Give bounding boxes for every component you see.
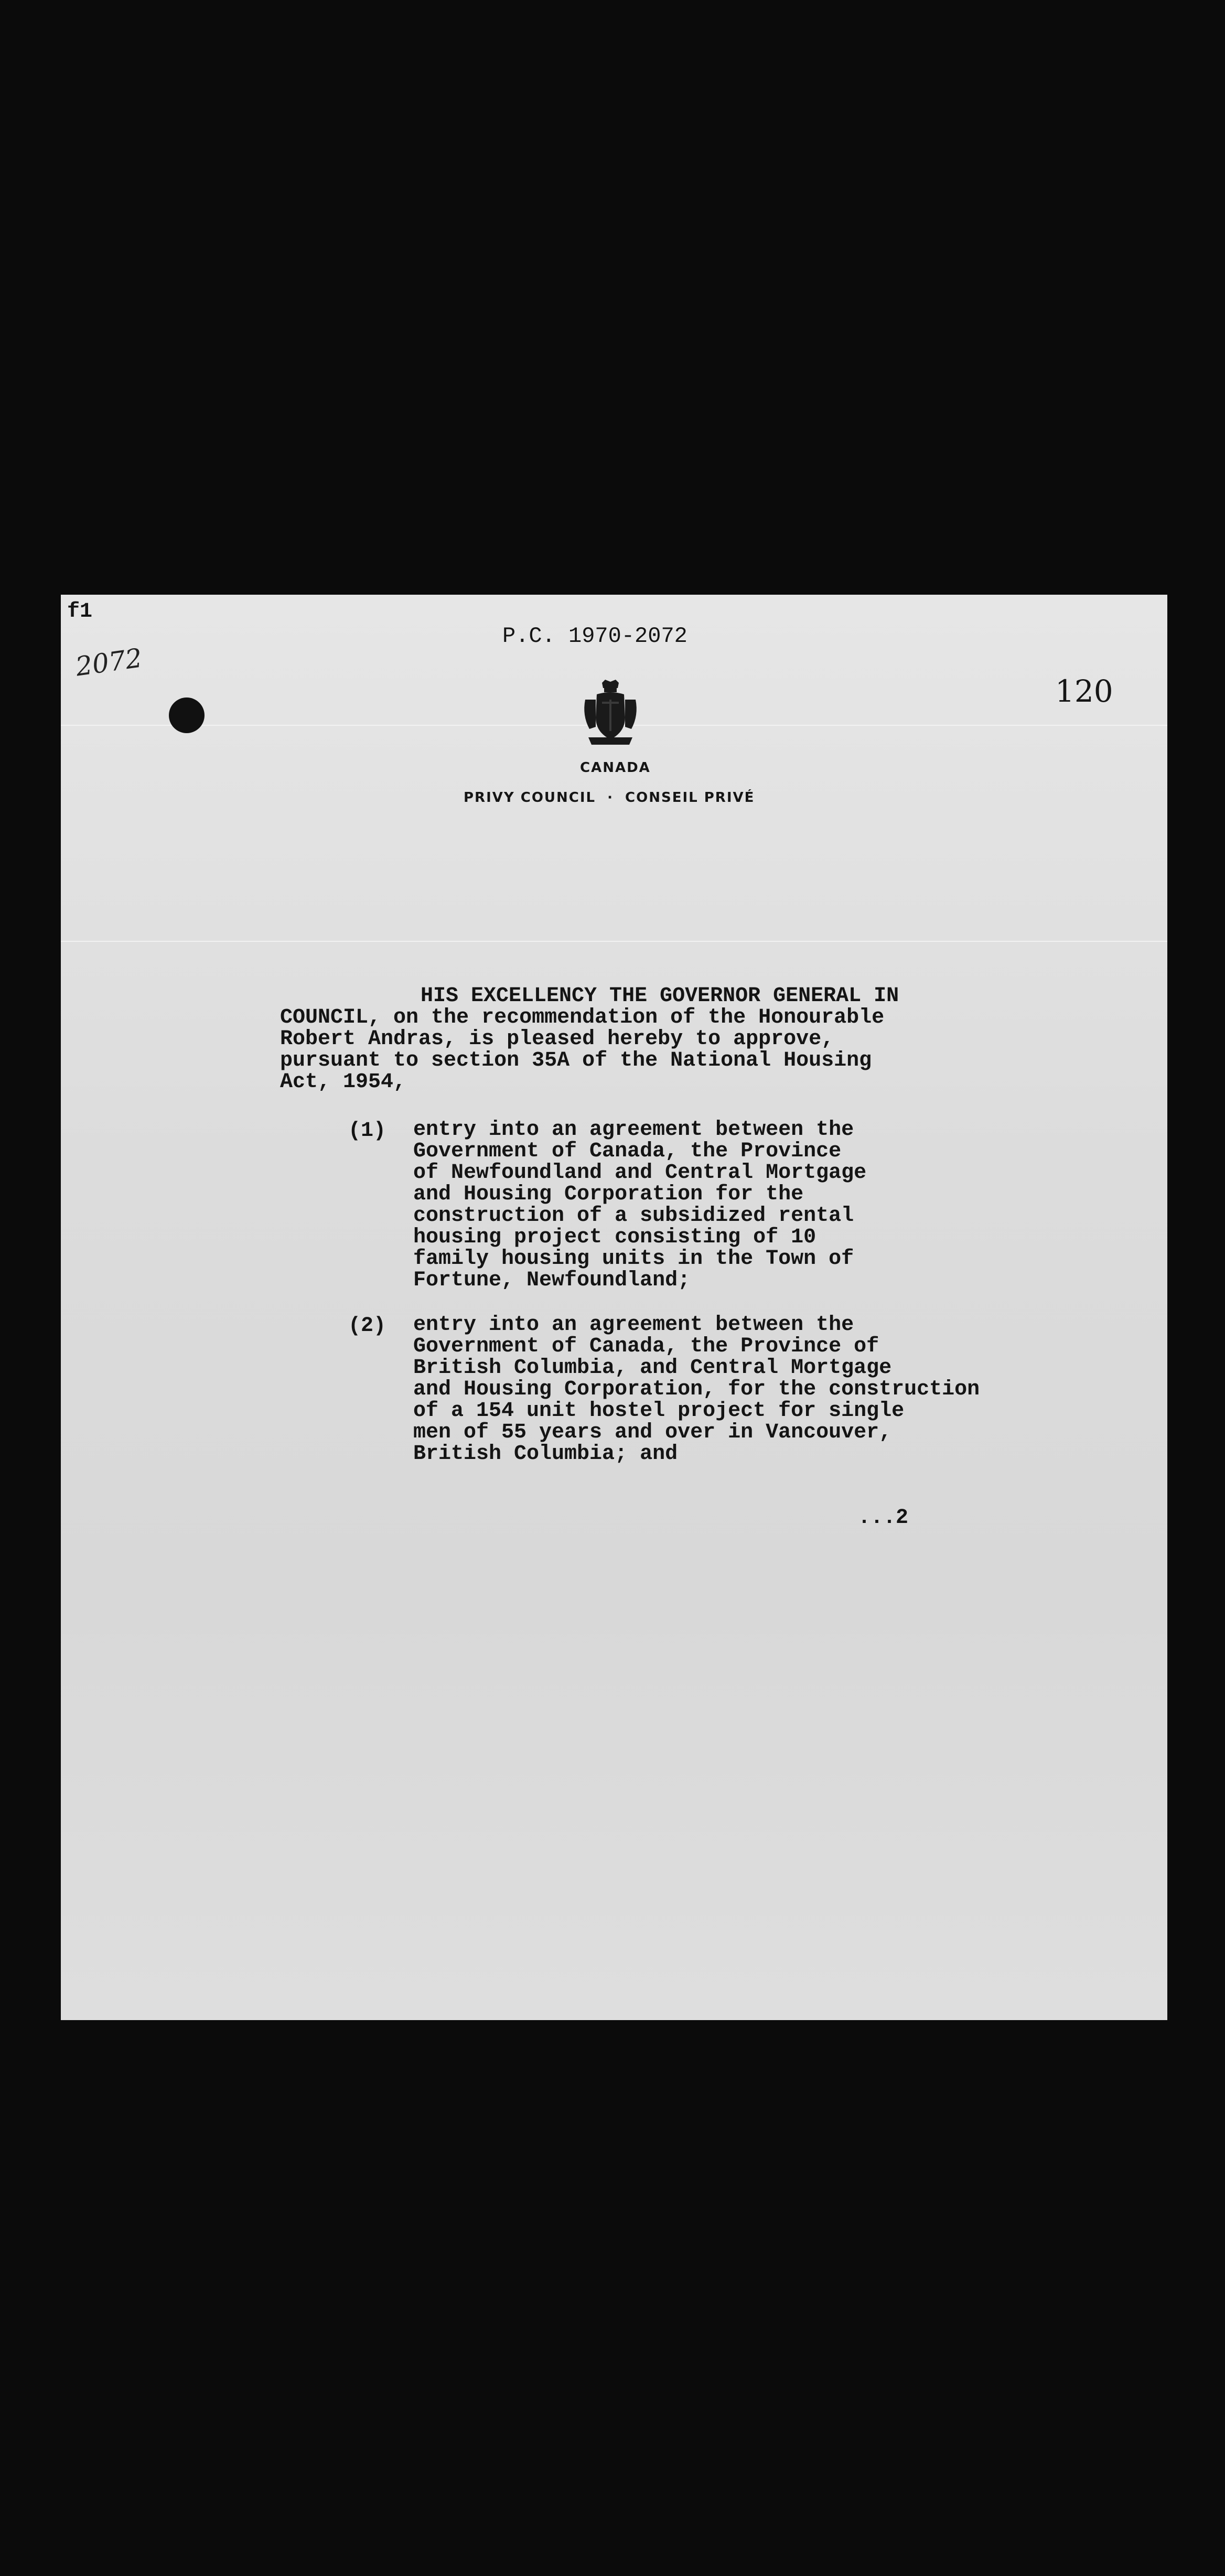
intro-paragraph: COUNCIL, on the recommendation of the Honourable Robert Andras, is pleased hereby to approve, pursuant to section 35A of the National Housing Act, 1954, <box>280 1006 885 1094</box>
item-number: (1) <box>348 1119 386 1143</box>
coat-of-arms-icon <box>581 679 640 747</box>
handwritten-number: 2072 <box>73 642 144 682</box>
intro-first-line: HIS EXCELLENCY THE GOVERNOR GENERAL IN <box>421 984 899 1008</box>
punch-hole <box>169 697 205 733</box>
page-number: 120 <box>1055 673 1113 709</box>
council-english: PRIVY COUNCIL <box>464 790 596 806</box>
caption-separator: · <box>607 790 614 806</box>
document-page <box>61 595 1167 2020</box>
bleed-through-mark <box>386 1491 416 1571</box>
item-text: entry into an agreement between the Government of Canada, the Province of British Columbia, and Central Mortgage and Housing Corporation, for the construction of a 154 unit hostel project for single men of 55 years and over in Vancouver, British Columbia; and <box>413 1313 980 1466</box>
fold-line <box>61 941 1167 942</box>
country-caption: CANADA <box>580 760 651 776</box>
council-caption <box>464 790 755 806</box>
item-number: (2) <box>348 1314 386 1338</box>
continued-marker: ...2 <box>858 1506 909 1530</box>
item-text: entry into an agreement between the Government of Canada, the Province of Newfoundland and Central Mortgage and Housing Corporation for the construction of a subsidized rental housing project consisting of 10 family housing units in the Town of Fortune, Newfoundland; <box>413 1118 867 1292</box>
frame-number: f1 <box>67 600 93 624</box>
order-number: P.C. 1970-2072 <box>502 624 687 649</box>
council-french: CONSEIL PRIVÉ <box>625 790 755 806</box>
